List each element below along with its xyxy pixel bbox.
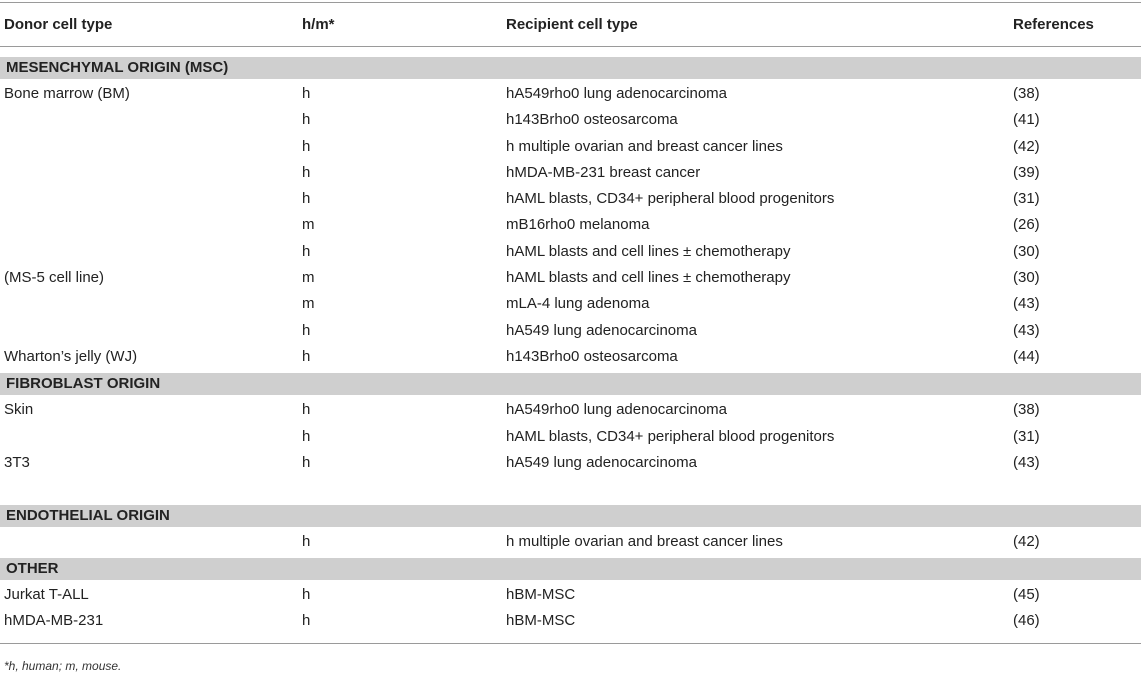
recipient-cell: hAML blasts and cell lines ± chemotherapy [506, 269, 791, 286]
table-row [0, 239, 1141, 265]
header-rule [0, 46, 1141, 47]
reference-cell: (31) [1013, 190, 1040, 207]
recipient-cell: h143Brho0 osteosarcoma [506, 348, 678, 365]
donor-cell: (MS-5 cell line) [4, 269, 105, 286]
recipient-cell: hAML blasts and cell lines ± chemotherapy [506, 243, 791, 260]
recipient-cell: hA549rho0 lung adenocarcinoma [506, 401, 727, 418]
table-row [0, 265, 1141, 291]
reference-cell: (41) [1013, 111, 1040, 128]
reference-cell: (43) [1013, 322, 1040, 339]
reference-cell: (42) [1013, 138, 1040, 155]
recipient-cell: hBM-MSC [506, 612, 576, 629]
table-row [0, 582, 1141, 608]
recipient-cell: mB16rho0 melanoma [506, 216, 650, 233]
hm-cell: h [302, 243, 311, 260]
table-row [0, 81, 1141, 107]
reference-cell: (39) [1013, 164, 1040, 181]
hm-cell: h [302, 454, 311, 471]
table-row [0, 529, 1141, 555]
hm-cell: h [302, 138, 311, 155]
recipient-cell: hA549rho0 lung adenocarcinoma [506, 85, 727, 102]
hm-cell: h [302, 428, 311, 445]
bottom-rule [0, 643, 1141, 644]
donor-cell: Bone marrow (BM) [4, 85, 130, 102]
section-header-mesenchymal [0, 57, 1141, 79]
reference-cell: (42) [1013, 533, 1040, 550]
section-header-fibroblast [0, 373, 1141, 395]
hm-cell: h [302, 586, 311, 603]
table-row [0, 424, 1141, 450]
table-row [0, 160, 1141, 186]
table-row [0, 212, 1141, 238]
recipient-cell: hA549 lung adenocarcinoma [506, 454, 697, 471]
section-title: ENDOTHELIAL ORIGIN [6, 507, 170, 524]
recipient-cell: hAML blasts, CD34+ peripheral blood progenitors [506, 428, 835, 445]
donor-cell: Skin [4, 401, 34, 418]
section-title: OTHER [6, 560, 59, 577]
reference-cell: (45) [1013, 586, 1040, 603]
hm-cell: h [302, 111, 311, 128]
recipient-cell: h multiple ovarian and breast cancer lines [506, 138, 783, 155]
donor-cell: hMDA-MB-231 [4, 612, 104, 629]
hm-cell: h [302, 348, 311, 365]
recipient-cell: hBM-MSC [506, 586, 576, 603]
donor-cell: Wharton’s jelly (WJ) [4, 348, 138, 365]
table-row [0, 107, 1141, 133]
hm-cell: h [302, 533, 311, 550]
table-row [0, 397, 1141, 423]
table-row [0, 318, 1141, 344]
header-hm: h/m* [302, 16, 335, 33]
donor-cell: Jurkat T-ALL [4, 586, 89, 603]
reference-cell: (44) [1013, 348, 1040, 365]
reference-cell: (30) [1013, 243, 1040, 260]
header-row [0, 2, 1141, 48]
section-header-other [0, 558, 1141, 580]
section-header-endothelial [0, 505, 1141, 527]
recipient-cell: h multiple ovarian and breast cancer lines [506, 533, 783, 550]
hm-cell: h [302, 322, 311, 339]
reference-cell: (43) [1013, 454, 1040, 471]
hm-cell: h [302, 164, 311, 181]
recipient-cell: hAML blasts, CD34+ peripheral blood progenitors [506, 190, 835, 207]
recipient-cell: hMDA-MB-231 breast cancer [506, 164, 701, 181]
recipient-cell: h143Brho0 osteosarcoma [506, 111, 678, 128]
reference-cell: (43) [1013, 295, 1040, 312]
table-footnote: *h, human; m, mouse. [4, 659, 122, 673]
header-donor: Donor cell type [4, 16, 113, 33]
reference-cell: (26) [1013, 216, 1040, 233]
reference-cell: (30) [1013, 269, 1040, 286]
reference-cell: (31) [1013, 428, 1040, 445]
table-row [0, 450, 1141, 476]
table-row [0, 608, 1141, 634]
table-row [0, 134, 1141, 160]
table-row [0, 291, 1141, 317]
table-row [0, 344, 1141, 370]
hm-cell: h [302, 190, 311, 207]
reference-cell: (46) [1013, 612, 1040, 629]
hm-cell: h [302, 85, 311, 102]
reference-cell: (38) [1013, 401, 1040, 418]
section-title: FIBROBLAST ORIGIN [6, 375, 161, 392]
hm-cell: m [302, 269, 315, 286]
recipient-cell: mLA-4 lung adenoma [506, 295, 650, 312]
reference-cell: (38) [1013, 85, 1040, 102]
hm-cell: h [302, 612, 311, 629]
header-references: References [1013, 16, 1094, 33]
hm-cell: m [302, 295, 315, 312]
header-recipient: Recipient cell type [506, 16, 638, 33]
table-row [0, 186, 1141, 212]
hm-cell: h [302, 401, 311, 418]
recipient-cell: hA549 lung adenocarcinoma [506, 322, 697, 339]
section-title: MESENCHYMAL ORIGIN (MSC) [6, 59, 229, 76]
hm-cell: m [302, 216, 315, 233]
donor-cell: 3T3 [4, 454, 30, 471]
